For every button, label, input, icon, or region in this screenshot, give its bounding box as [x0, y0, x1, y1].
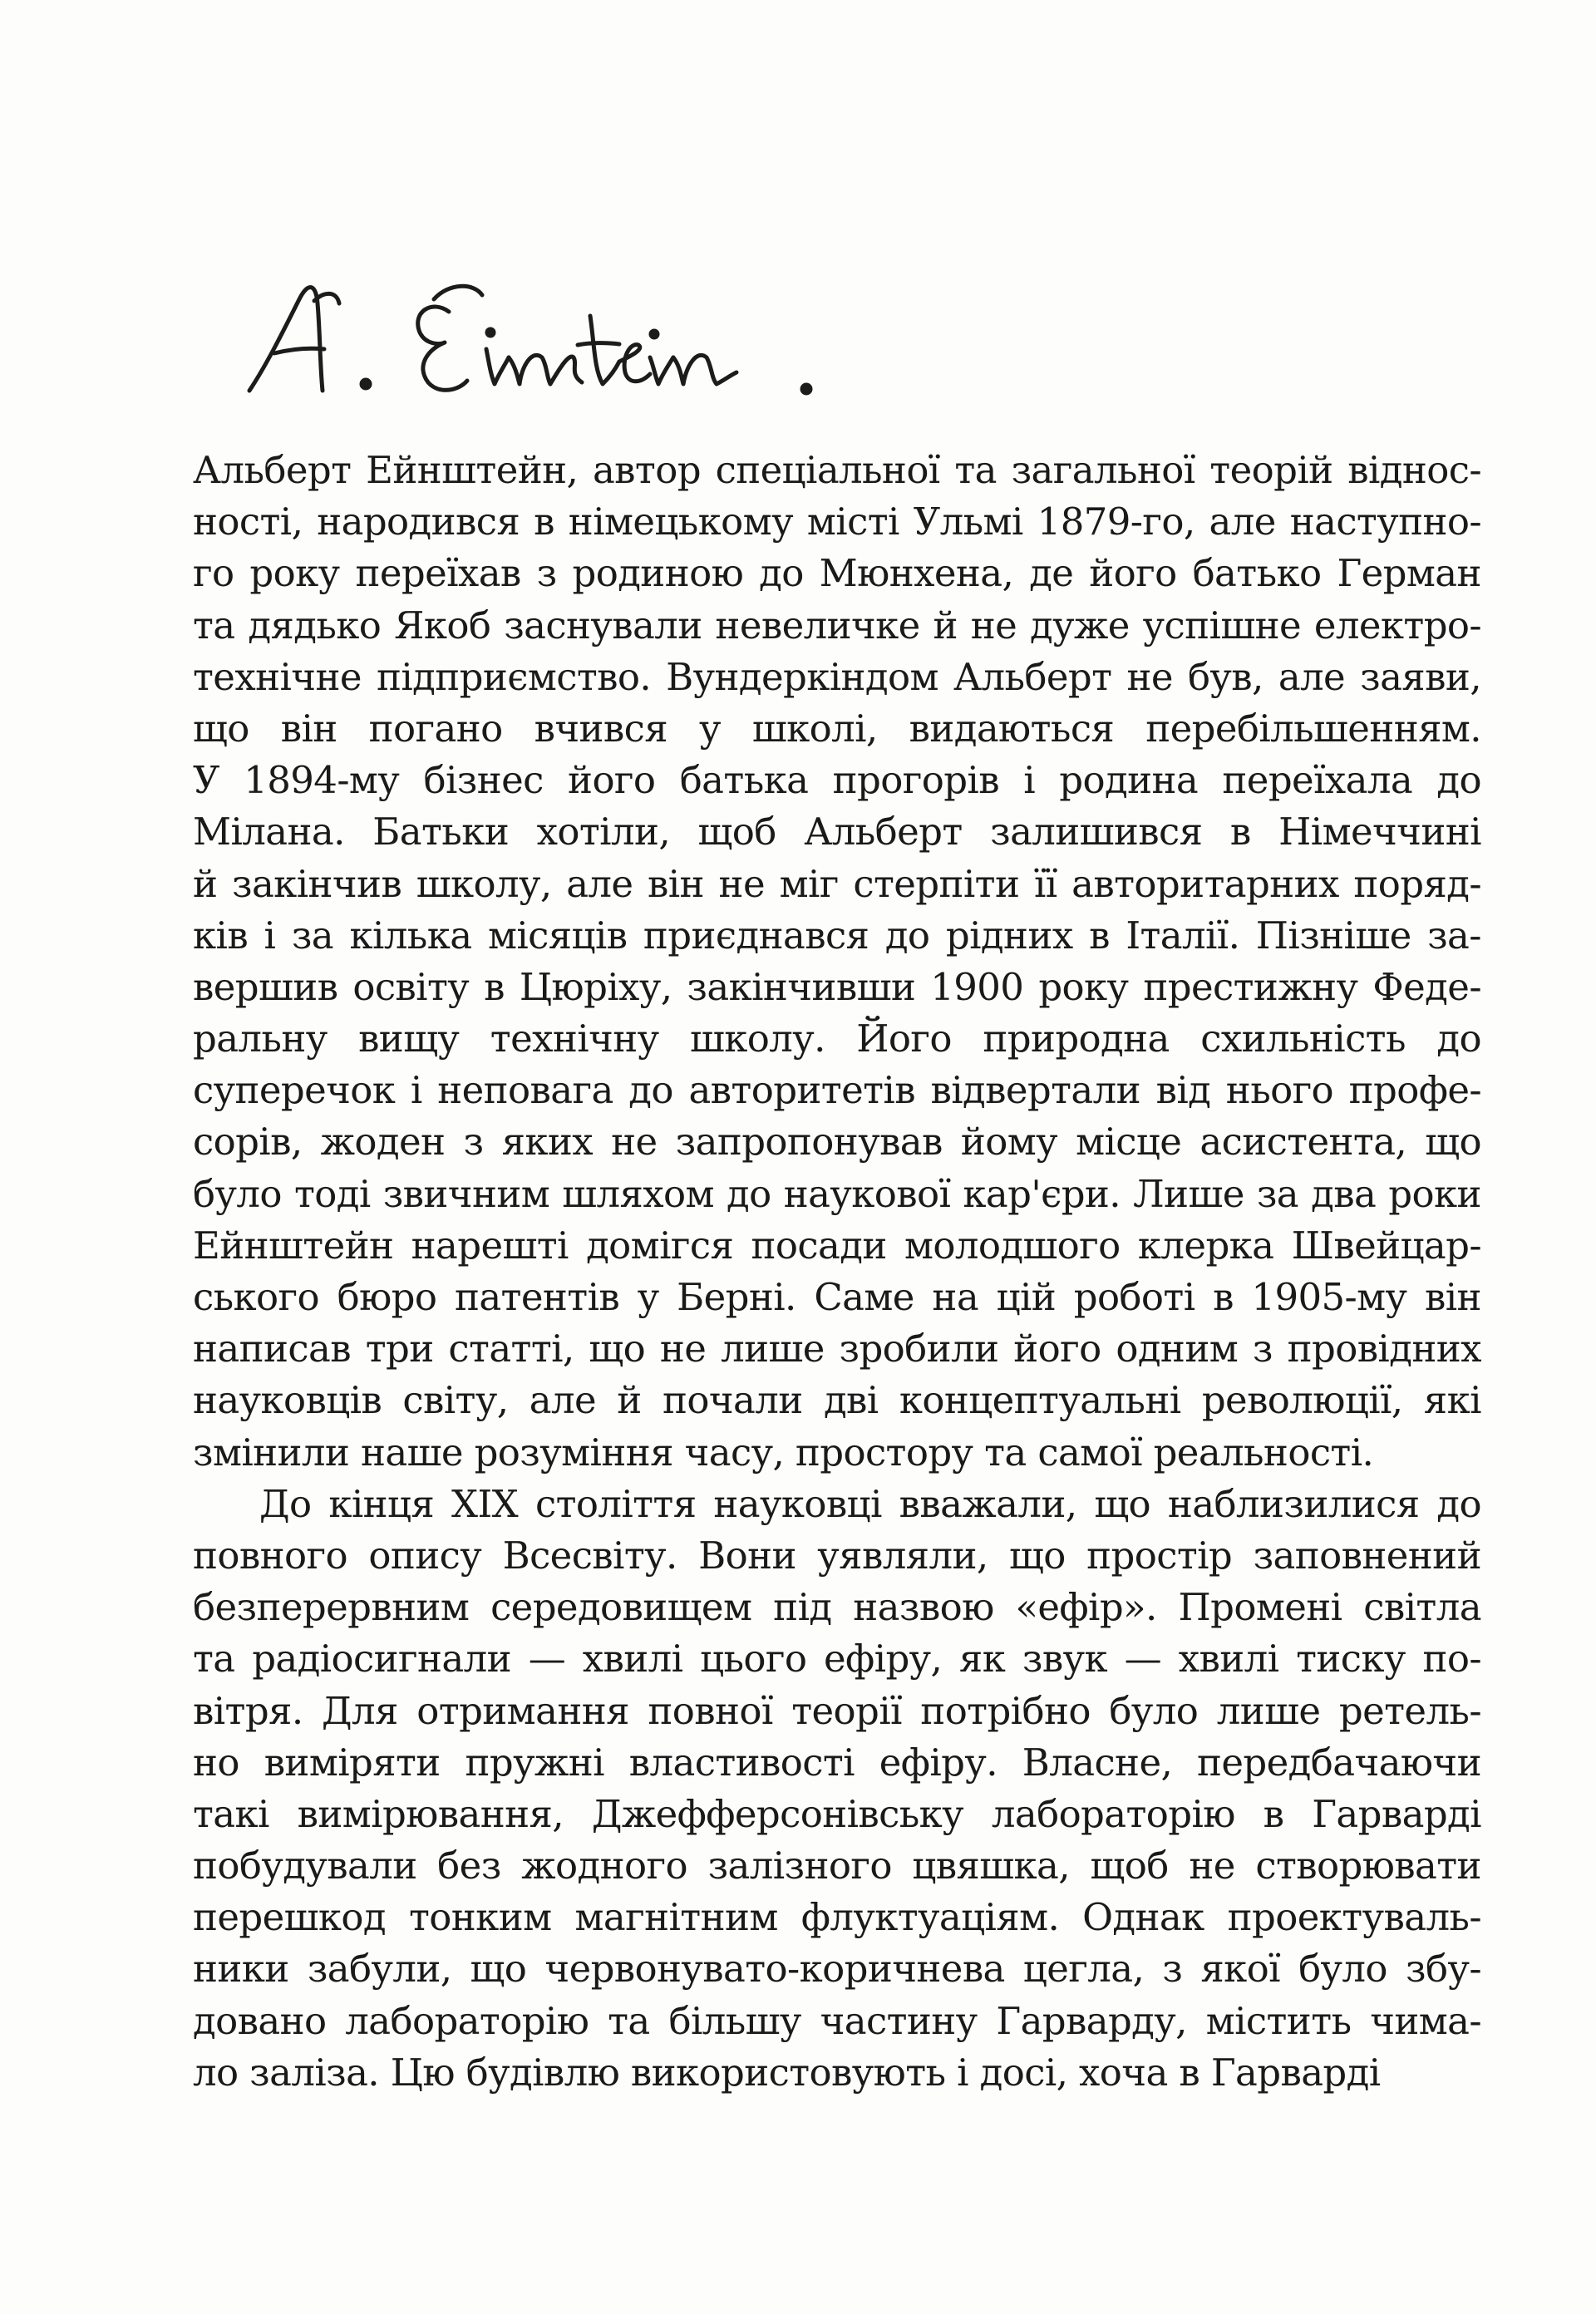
text-line: було тоді звичним шляхом до наукової кар'єри. Лише за два роки [193, 1171, 1481, 1216]
text-line: сорів, жоден з яких не запропонував йому місце асистента, що [193, 1120, 1481, 1164]
text-line: безперервним середовищем під назвою «ефір». Промені світла [193, 1585, 1481, 1630]
text-line: ків і за кілька місяців приєднався до рідних в Італії. Пізніше за- [193, 913, 1481, 958]
text-line: Мілана. Батьки хотіли, щоб Альберт залишився в Німеччині [193, 810, 1481, 854]
text-line: вітря. Для отримання повної теорії потрібно було лише ретель- [193, 1688, 1481, 1733]
text-line: вершив освіту в Цюріху, закінчивши 1900 року престижну Феде- [193, 964, 1481, 1009]
text-line: го року переїхав з родиною до Мюнхена, де його батько Герман [193, 551, 1481, 596]
text-line: та радіосигнали — хвилі цього ефіру, як звук — хвилі тиску по- [193, 1637, 1481, 1681]
text-line: побудували без жодного залізного цвяшка, щоб не створювати [193, 1844, 1481, 1888]
text-line: написав три статті, що не лише зробили його одним з провідних [193, 1327, 1481, 1371]
text-line: суперечок і неповага до авторитетів відвертали від нього профе- [193, 1068, 1481, 1113]
text-line: перешкод тонким магнітним флуктуаціям. Однак проектуваль- [193, 1895, 1481, 1940]
text-line: та дядько Якоб заснували невеличке й не дуже успішне електро- [193, 603, 1481, 647]
text-line: ники забули, що червонувато-коричнева цегла, з якої було збу- [193, 1947, 1481, 1992]
text-line: ральну вищу технічну школу. Його природна схильність до [193, 1017, 1481, 1061]
text-line: ського бюро патентів у Берні. Саме на цій роботі в 1905-му він [193, 1275, 1481, 1319]
einstein-signature [241, 266, 931, 407]
text-line: но виміряти пружні властивості ефіру. Власне, передбачаючи [193, 1740, 1481, 1785]
text-line: Альберт Ейнштейн, автор спеціальної та загальної теорій віднос- [193, 448, 1481, 492]
text-line: такі вимірювання, Джефферсонівську лабораторію в Гарварді [193, 1791, 1481, 1836]
text-line: що він погано вчився у школі, видаються перебільшенням. [193, 706, 1481, 751]
text-line: До кінця XIX століття науковці вважали, що наблизилися до [259, 1481, 1481, 1526]
body-text [193, 445, 1481, 2099]
text-line: повного опису Всесвіту. Вони уявляли, що простір заповнений [193, 1533, 1481, 1578]
text-line: змінили наше розуміння часу, простору та самої реальності. [193, 1430, 1374, 1475]
text-line: Ейнштейн нарешті домігся посади молодшого клерка Швейцар- [193, 1223, 1481, 1268]
text-line: ності, народився в німецькому місті Ульмі 1879-го, але наступно- [193, 500, 1481, 544]
signature-handwriting [241, 266, 931, 407]
text-line: й закінчив школу, але він не міг стерпіти її авторитарних поряд- [193, 861, 1481, 906]
text-line: У 1894-му бізнес його батька прогорів і родина переїхала до [193, 758, 1481, 803]
text-line: довано лабораторію та більшу частину Гарварду, містить чима- [193, 1998, 1481, 2043]
text-line: науковців світу, але й почали дві концептуальні революції, які [193, 1378, 1481, 1423]
text-line: технічне підприємство. Вундеркіндом Альберт не був, але заяви, [193, 654, 1481, 699]
text-line: ло заліза. Цю будівлю використовують і досі, хоча в Гарварді [193, 2050, 1381, 2095]
